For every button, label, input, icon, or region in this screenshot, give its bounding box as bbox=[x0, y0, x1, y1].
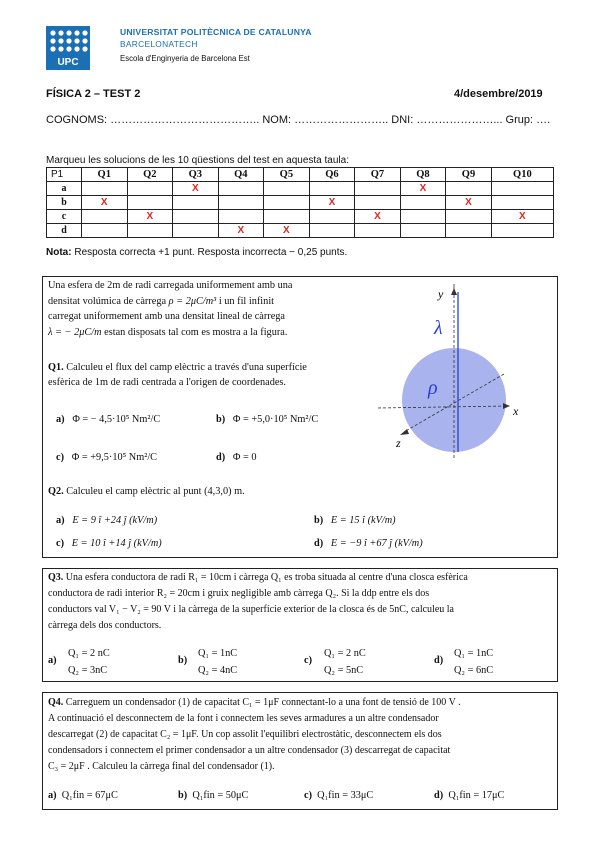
y-arrow-icon bbox=[451, 288, 457, 295]
answer-cell[interactable] bbox=[173, 196, 219, 210]
answer-cell[interactable]: X bbox=[82, 196, 128, 210]
answer-table bbox=[46, 167, 554, 238]
q1-label: Q1. bbox=[48, 362, 64, 373]
statement-line: densitat volúmica de càrrega ρ = 2μC/m³ i un fil infinit bbox=[48, 295, 275, 307]
answer-cell[interactable]: X bbox=[127, 210, 173, 224]
answer-cell[interactable] bbox=[127, 224, 173, 238]
row-label: d bbox=[47, 224, 82, 238]
answer-instructions: Marqueu les solucions de les 10 qüestions del test en aquesta taula: bbox=[46, 155, 349, 166]
q3-option-d-values: Q₁ = 1nC Q₂ = 6nC bbox=[454, 648, 494, 676]
answer-cell[interactable] bbox=[127, 196, 173, 210]
q2-option-d[interactable]: d) E = −9 î +67 ĵ (kV/m) bbox=[314, 538, 423, 549]
q1-statement: Q1. Calculeu el flux del camp elèctric a través d'una superfície bbox=[48, 362, 307, 373]
answer-cell[interactable]: X bbox=[173, 182, 219, 196]
column-header: Q6 bbox=[309, 168, 355, 182]
answer-cell[interactable] bbox=[264, 210, 310, 224]
answer-cell[interactable]: X bbox=[218, 224, 264, 238]
q3-option-c[interactable]: c) bbox=[304, 655, 312, 666]
column-header: Q2 bbox=[127, 168, 173, 182]
answer-cell[interactable]: X bbox=[400, 182, 446, 196]
answer-cell[interactable] bbox=[400, 224, 446, 238]
answer-cell[interactable]: X bbox=[446, 196, 492, 210]
answer-cell[interactable] bbox=[82, 210, 128, 224]
sphere-wire-figure bbox=[376, 282, 552, 458]
column-header: Q10 bbox=[491, 168, 553, 182]
column-header: Q4 bbox=[218, 168, 264, 182]
row-label: b bbox=[47, 196, 82, 210]
q2-option-b[interactable]: b) E = 15 î (kV/m) bbox=[314, 515, 396, 526]
exam-date: 4/desembre/2019 bbox=[454, 88, 543, 100]
statement-line: λ = − 2μC/m estan disposats tal com es mostra a la figura. bbox=[48, 326, 288, 338]
logo-text: UPC bbox=[57, 57, 79, 68]
answer-cell[interactable] bbox=[264, 182, 310, 196]
q1-option-b[interactable]: b) Φ = +5,0·10⁵ Nm²/C bbox=[216, 414, 319, 425]
lambda-formula: λ = − 2μC/m bbox=[48, 326, 102, 338]
q4-option-d[interactable]: d) Q₁fin = 17μC bbox=[434, 790, 505, 801]
q2-option-a[interactable]: a) E = 9 î +24 ĵ (kV/m) bbox=[56, 515, 158, 526]
q3-statement: Q3. Una esfera conductora de radi R₁ = 10cm i càrrega Q₁ es troba situada al centre d'una closca esfèrica conductora de radi interior R₂ = 20cm i gruix negligible amb càrrega Q₂. Si la ddp entre els dos conductors val V₁ − V₂ = 90 V i la càrrega de la superfície exterior de la closca és de 5nC, calculeu la càrrega dels dos conductors. bbox=[48, 572, 468, 631]
answer-cell[interactable] bbox=[264, 196, 310, 210]
school-name: Escola d'Enginyeria de Barcelona Est bbox=[120, 54, 250, 63]
student-info-line: COGNOMS: ………………………………….. NOM: …………………….. DNI: …………………... Grup: …. bbox=[46, 114, 551, 126]
table-row bbox=[47, 196, 554, 210]
row-label: c bbox=[47, 210, 82, 224]
q3-option-b[interactable]: b) bbox=[178, 655, 188, 666]
answer-table-header bbox=[47, 168, 554, 182]
column-header: Q5 bbox=[264, 168, 310, 182]
q2-label: Q2. bbox=[48, 486, 64, 497]
university-tagline: BARCELONATECH bbox=[120, 39, 198, 49]
answer-cell[interactable] bbox=[309, 224, 355, 238]
row-label: a bbox=[47, 182, 82, 196]
answer-cell[interactable] bbox=[446, 224, 492, 238]
q1-option-c[interactable]: c) Φ = +9,5·10⁵ Nm²/C bbox=[56, 452, 158, 463]
answer-cell[interactable]: X bbox=[355, 210, 401, 224]
x-arrow-icon bbox=[503, 403, 510, 409]
answer-cell[interactable] bbox=[400, 196, 446, 210]
q3-label: Q3. bbox=[48, 572, 64, 583]
x-axis-label: x bbox=[513, 404, 519, 418]
answer-cell[interactable] bbox=[491, 224, 553, 238]
table-row bbox=[47, 210, 554, 224]
answer-cell[interactable] bbox=[491, 196, 553, 210]
note-text: Resposta correcta +1 punt. Resposta incorrecta − 0,25 punts. bbox=[71, 247, 348, 258]
university-name: UNIVERSITAT POLITÈCNICA DE CATALUNYA bbox=[120, 27, 312, 37]
q1-statement-line2: esfèrica de 1m de radi centrada a l'origen de coordenades. bbox=[48, 377, 286, 388]
answer-cell[interactable] bbox=[309, 210, 355, 224]
q3-option-a-values: Q₁ = 2 nC Q₂ = 3nC bbox=[68, 648, 110, 676]
column-header: Q9 bbox=[446, 168, 492, 182]
answer-cell[interactable] bbox=[82, 182, 128, 196]
statement-line: Una esfera de 2m de radi carregada uniformement amb una bbox=[48, 280, 293, 291]
problem-statement bbox=[48, 278, 378, 340]
rho-label: ρ bbox=[428, 377, 438, 399]
q3-option-c-values: Q₁ = 2 nC Q₂ = 5nC bbox=[324, 648, 366, 676]
scoring-note bbox=[46, 247, 347, 258]
answer-cell[interactable] bbox=[82, 224, 128, 238]
table-row bbox=[47, 224, 554, 238]
answer-cell[interactable] bbox=[218, 210, 264, 224]
column-header: Q3 bbox=[173, 168, 219, 182]
column-header: Q8 bbox=[400, 168, 446, 182]
answer-cell[interactable] bbox=[173, 224, 219, 238]
answer-cell[interactable] bbox=[446, 182, 492, 196]
z-axis-label: z bbox=[396, 436, 401, 450]
q1-option-a[interactable]: a) Φ = − 4,5·10⁵ Nm²/C bbox=[56, 414, 161, 425]
column-header: Q7 bbox=[355, 168, 401, 182]
q1-option-d[interactable]: d) Φ = 0 bbox=[216, 452, 257, 463]
answer-cell[interactable] bbox=[355, 196, 401, 210]
answer-cell[interactable] bbox=[400, 210, 446, 224]
rho-formula: ρ = 2μC/m³ bbox=[168, 295, 217, 307]
statement-line: carregat uniformement amb una densitat lineal de càrrega bbox=[48, 311, 285, 322]
answer-cell[interactable]: X bbox=[264, 224, 310, 238]
q4-statement: Q4. Carreguem un condensador (1) de capacitat C₁ = 1μF connectant-lo a una font de tensió de 100 V . A continuació el desconnectem de la font i connectem les seves armadures a un altre condensador descarregat (2) de capacitat C₂ = 1μF. Un cop assolit l'equilibri electrostàtic, desconnectem els dos condensadors i connectem el primer condensador a un altre condensador (3) descarregat de capacitat C₃ = 2μF . Calculeu la càrrega final del condensador (1). bbox=[48, 697, 461, 772]
upc-logo bbox=[46, 26, 110, 70]
answer-cell[interactable] bbox=[355, 224, 401, 238]
answer-cell[interactable]: X bbox=[309, 196, 355, 210]
q4-option-b[interactable]: b) Q₁fin = 50μC bbox=[178, 790, 249, 801]
q4-option-c[interactable]: c) Q₁fin = 33μC bbox=[304, 790, 374, 801]
q2-statement: Q2. Calculeu el camp elèctric al punt (4,3,0) m. bbox=[48, 486, 245, 497]
table-row bbox=[47, 182, 554, 196]
q3-option-b-values: Q₁ = 1nC Q₂ = 4nC bbox=[198, 648, 238, 676]
q4-label: Q4. bbox=[48, 697, 64, 708]
answer-cell[interactable] bbox=[446, 210, 492, 224]
q3-option-d[interactable]: d) bbox=[434, 655, 444, 666]
exam-title: FÍSICA 2 – TEST 2 bbox=[46, 88, 141, 100]
q3-option-a[interactable]: a) bbox=[48, 655, 57, 666]
answer-cell[interactable] bbox=[218, 182, 264, 196]
answer-cell[interactable] bbox=[491, 182, 553, 196]
answer-cell[interactable] bbox=[309, 182, 355, 196]
q2-option-c[interactable]: c) E = 10 î +14 ĵ (kV/m) bbox=[56, 538, 162, 549]
answer-cell[interactable]: X bbox=[491, 210, 553, 224]
column-header: Q1 bbox=[82, 168, 128, 182]
table-corner: P1 bbox=[47, 168, 82, 182]
q4-option-a[interactable]: a) Q₁fin = 67μC bbox=[48, 790, 118, 801]
answer-cell[interactable] bbox=[127, 182, 173, 196]
note-label: Nota: bbox=[46, 247, 72, 258]
answer-cell[interactable] bbox=[218, 196, 264, 210]
y-axis-label: y bbox=[438, 287, 444, 301]
lambda-label: λ bbox=[434, 317, 443, 339]
answer-cell[interactable] bbox=[173, 210, 219, 224]
answer-cell[interactable] bbox=[355, 182, 401, 196]
